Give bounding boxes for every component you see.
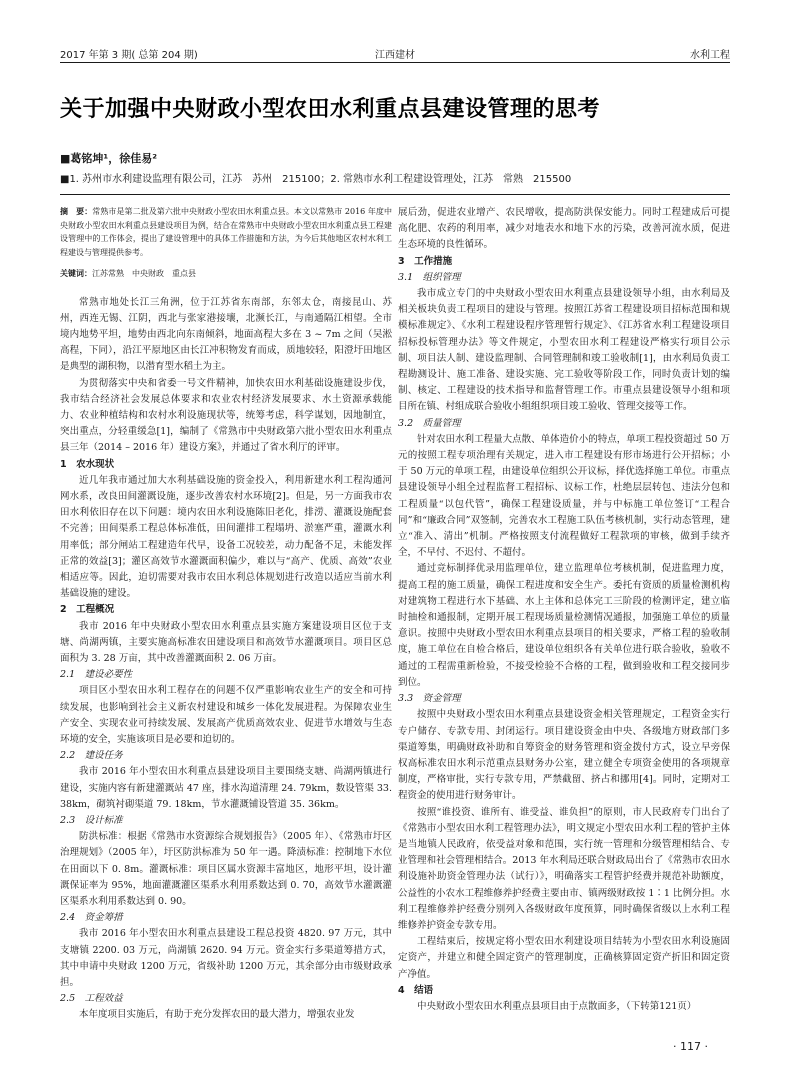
body-paragraph: 我市成立专门的中央财政小型农田水利重点县建设领导小组，由水利局及相关板块负责工程项目的建设与管理。按照江苏省工程建设项目招标范围和规模标准规定》、《水利工程建设程序管理暂行规定》、《江苏省水利工程建设项目招标投标管理办法》等文件规定，小型农田水利工程建设严格实行项目公示制、项目法人制、建设监理制、合同管理制和竣工验收制[1]，由水利局负责工程勘测设计、施工准备、建设实施、完工验收等阶段工作，同时负责计划的编制、核定、工程建设的技术指导和监督管理工作。市重点县建设领导小组和项目所在镇、村组成联合验收小组组织项目竣工验收、管理交接等工作。 bbox=[398, 288, 730, 413]
body-paragraph: 为贯彻落实中央和省委一号文件精神，加快农田水利基础设施建设步伐，我市结合经济社会发展总体要求和农业农村经济发展要求、水土资源承载能力、农业种植结构和农村水利设施现状等，统筹考虑，科学谋划，因地制宜，突出重点，分轻重缓急[1]，编制了《常熟市中央财政第六批小型农田水利重点县三年（2014 – 2016 年）建设方案》，并通过了省水利厅的评审。 bbox=[60, 377, 392, 454]
subsection-heading: 3.3 资金管理 bbox=[398, 693, 461, 705]
subsection-heading: 2.3 设计标准 bbox=[60, 815, 123, 826]
left-column bbox=[60, 205, 392, 1024]
keywords bbox=[60, 267, 392, 281]
body-paragraph: 工程结束后，按规定将小型农田水利建设项目结转为小型农田水利设施固定资产，并建立和健全固定资产的管理制度，正确核算固定资产折旧和固定资产净值。 bbox=[398, 936, 730, 980]
section-heading: 1 农水现状 bbox=[60, 458, 115, 470]
subsection-heading: 3.1 组织管理 bbox=[398, 271, 461, 283]
subsection-heading: 2.4 资金筹措 bbox=[60, 912, 123, 924]
page-number: · 117 · bbox=[673, 1040, 708, 1053]
body-paragraph: 项目区小型农田水利工程存在的问题不仅严重影响农业生产的安全和可持续发展，也影响到社会主义新农村建设和城乡一体化发展进程。为保障农业生产安全、实现农业可持续发展、发展高产优质高效农业、促进节水增效与生态环境的安全，实施该项目是必要和迫切的。 bbox=[60, 685, 392, 745]
body-paragraph: 我市 2016 年中央财政小型农田水利重点县实施方案建设项目区位于支塘、尚湖两镇，主要实施高标准农田建设项目和高效节水灌溉项目。项目区总面积为 3. 28 万亩，其中改善灌溉面积 2. 06 万亩。 bbox=[60, 620, 392, 664]
header-journal: 江西建材 bbox=[375, 50, 415, 61]
article-authors: ■葛铭坤¹，徐佳易² bbox=[60, 152, 158, 165]
body-paragraph: 我市 2016 年小型农田水利重点县建设工程总投资 4820. 97 万元，其中支塘镇 2200. 03 万元，尚湖镇 2620. 94 万元。资金实行多渠道筹措方式，其中申请中央财政 1200 万元，省级补助 1200 万元，其余部分由市级财政承担。 bbox=[60, 928, 392, 989]
subsection-heading: 3.2 质量管理 bbox=[398, 417, 461, 429]
abstract-text: 常熟市是第二批及第六批中央财政小型农田水利重点县。本文以常熟市 2016 年度中央财政小型农田水利重点县建设项目为例，结合在常熟市中央财政小型农田水利重点县工程建设管理中的工作体会，提出了建设管理中的具体工作措施和方法，为今后其他地区农村水利工程建设与管理提供参考。 bbox=[60, 207, 392, 257]
body-paragraph: 按照“谁投资、谁所有、谁受益、谁负担”的原则，市人民政府专门出台了《常熟市小型农田水利工程管理办法》，明文规定小型农田水利工程的管护主体是当地镇人民政府，依受益对象和范围，实行统一管理和分级管理相结合、专业管理和社会管理相结合。2013 年水利局还联合财政局出台了《常熟市农田水利设施补助资金管理办法（试行）》，明确落实工程管护经费并规范补助额度，公益性的小农水工程维修养护经费主要由市、镇两级财政按 1∶1 比例分担。水利工程维修养护经费分别列入各级财政年度预算，同时确保省级以上水利工程维修养护资金专款专用。 bbox=[398, 806, 730, 931]
article-title: 关于加强中央财政小型农田水利重点县建设管理的思考 bbox=[60, 97, 601, 122]
subsection-heading: 2.2 建设任务 bbox=[60, 750, 123, 762]
body-paragraph: 中央财政小型农田水利重点县项目由于点散面多，（下转第121页） bbox=[417, 1000, 697, 1012]
body-paragraph: 我市 2016 年小型农田水利重点县建设项目主要围绕支塘、尚湖两镇进行建设，实施内容有新建灌溉站 47 座，排水沟道清理 24. 79km，数设管渠 33. 38km，砌筑衬砌渠道 79. 18km，节水灌溉铺设管道 35. 36km。 bbox=[60, 766, 392, 810]
right-column bbox=[398, 205, 730, 1015]
body-paragraph: 针对农田水利工程量大点散、单体造价小的特点，单项工程投资超过 50 万元的按照工程专项治理有关规定，进入市工程建设有形市场进行公开招标；小于 50 万元的单项工程，由建设单位组织公开议标，择优选择施工单位。市重点县建设领导小组全过程监督工程招标、议标工作，杜绝层层转包、违法分包和工程质量“以包代管”，确保工程建设质量，并与中标施工单位签订“工程合同”和“廉政合同”双签制，完善农水工程施工队伍考核机制，实行动态管理，建立“准入、清出”机制。严格按照支付流程做好工程款项的审核，做到手续齐全，不早付、不迟付、不超付。 bbox=[398, 433, 730, 559]
body-paragraph: 常熟市地处长江三角洲，位于江苏省东南部，东邻太仓，南接昆山、苏州，西连无锡、江阴，西北与张家港接壤，北濒长江，与南通隔江相望。全市境内地势平坦，地势由西北向东南倾斜，地面高程大多在 3 ~ 7m 之间（吴淞高程，下同），沿江平原地区由长江冲积物发育而成，质地较轻，阳澄圩田地区是典型的湖积物，以潜育型水稻土为主。 bbox=[60, 296, 392, 373]
body-paragraph: 防洪标准：根据《常熟市水资源综合规划报告》（2005 年）、《常熟市圩区治理规划》（2005 年），圩区防洪标准为 50 年一遇。降渍标准：控制地下水位在田面以下 0. 8m。灌溉标准：项目区属水资源丰富地区，地形平坦，设计灌溉保证率为 95%，地面灌溉灌区渠系水利用系数达到 0. 70，高效节水灌溉灌区渠系水利用系数达到 0. 90。 bbox=[60, 831, 392, 908]
header-divider bbox=[60, 194, 730, 195]
body-paragraph: 通过竞标制择优录用监理单位，建立监理单位考核机制，促进监理力度，提高工程的施工质量，确保工程进度和安全生产。委托有资质的质量检测机构对建筑物工程进行水下基础、水上主体和总体完工三阶段的检测评定，建立临时抽检和通报制，定期开展工程现场质量检测情况通报，加强施工单位的质量意识。按照中央财政小型农田水利重点县项目的相关要求，严格工程的验收制度，施工单位在自检合格后，建设单位组织各有关单位进行联合验收，验收不通过的工程需重新检验，不接受检验不合格的工程，做到验收和工程交接同步到位。 bbox=[398, 563, 730, 688]
abstract-label: 摘 要： bbox=[60, 207, 93, 216]
section-heading: 2 工程概况 bbox=[60, 604, 115, 616]
abstract bbox=[60, 205, 392, 259]
subsection-heading: 2.1 建设必要性 bbox=[60, 669, 133, 681]
keywords-label: 关键词： bbox=[60, 269, 92, 278]
running-header bbox=[60, 42, 730, 63]
keywords-text: 江苏常熟 中央财政 重点县 bbox=[92, 269, 196, 278]
header-section: 水利工程 bbox=[690, 50, 730, 61]
body-paragraph: 按照中央财政小型农田水利重点县建设资金相关管理规定，工程资金实行专户储存、专款专用、封闭运行。项目建设资金由中央、各级地方财政部门多渠道筹集，明确财政补助和自筹资金的财务管理和资金拨付方式，设立早旁保权高标准农田水利示范重点县财务办公室，建立健全专项资金使用的各项规章制度，严格审批，实行专款专用，严禁截留、挤占和挪用[4]。同时，定期对工程资金的使用进行财务审计。 bbox=[398, 709, 730, 802]
section-heading: 3 工作措施 bbox=[398, 255, 453, 267]
header-issue: 2017 年第 3 期( 总第 204 期) bbox=[60, 50, 198, 61]
body-paragraph: 本年度项目实施后，有助于充分发挥农田的最大潜力，增强农业发 bbox=[79, 1009, 355, 1021]
body-paragraph: 展后劲，促进农业增产、农民增收，提高防洪保安能力。同时工程建成后可提高化肥、农药的利用率，减少对地表水和地下水的污染，改善河流水质，促进生态环境的良性循环。 bbox=[398, 207, 730, 251]
subsection-heading: 2.5 工程效益 bbox=[60, 993, 123, 1005]
body-paragraph: 近几年我市通过加大水利基础设施的资金投入，利用新建水利工程沟通河网水系，改良田间灌溉设施，逐步改善农村水环境[2]。但是，另一方面我市农田水利依旧存在以下问题：境内农田水利设施陈旧老化，排涝、灌溉设施配套不完善；田间渠系工程总体标准低，田间灌排工程塌坍、淤塞严重，灌溉水利用率低；部分闸站工程建造年代早，设备工况较差，动力配备不足，未能发挥正常的效益[3]；灌区高效节水灌溉面积偏少，难以与“高产、优质、高效”农业相适应等。因此，迫切需要对我市农田水利总体规划进行改造以适应当前水利基础设施的建设。 bbox=[60, 474, 392, 600]
article-affiliation: ■1. 苏州市水利建设监理有限公司，江苏 苏州 215100；2. 常熟市水利工程建设管理处，江苏 常熟 215500 bbox=[60, 174, 572, 185]
section-heading: 4 结语 bbox=[398, 984, 434, 996]
